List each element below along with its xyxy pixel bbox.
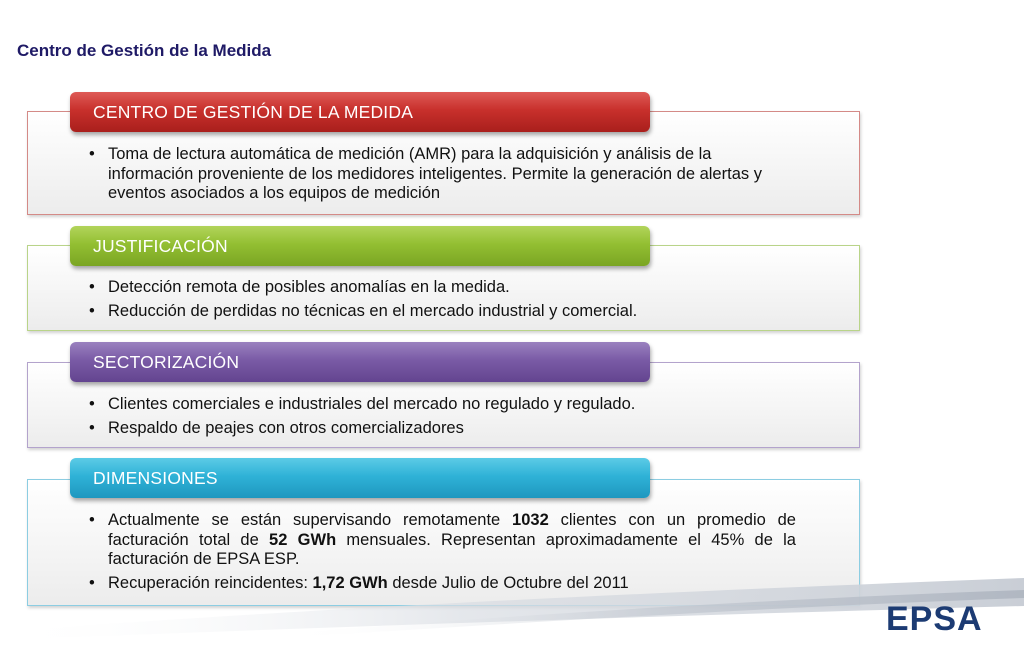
section-header-sectorizacion: SECTORIZACIÓN <box>70 342 650 382</box>
section-list-sectorizacion <box>89 395 796 442</box>
bullet-text: Reducción de perdidas no técnicas en el mercado industrial y comercial. <box>108 301 638 320</box>
list-item <box>89 511 796 570</box>
bullet-icon: • <box>89 573 95 592</box>
bullet-icon: • <box>89 418 95 437</box>
bullet-text: Actualmente se están supervisando remotamente <box>108 511 513 529</box>
bullet-icon: • <box>89 395 95 413</box>
epsa-logo: EPSA <box>886 600 983 638</box>
section-list-centro <box>89 145 796 208</box>
bullet-text: Respaldo de peajes con otros comercializadores <box>108 418 464 437</box>
bullet-text: desde Julio de Octubre del 2011 <box>387 573 629 592</box>
footer-swoosh-decoration <box>0 572 1024 648</box>
bullet-icon: • <box>89 511 95 529</box>
bullet-text: Recuperación reincidentes: <box>108 573 313 592</box>
client-count: 1032 <box>512 511 549 529</box>
list-item <box>89 278 796 298</box>
bullet-icon: • <box>89 301 95 320</box>
bullet-text: clientes con un promedio de facturación total de <box>108 511 796 549</box>
bullet-icon: • <box>89 145 95 163</box>
bullet-text: mensuales. Representan aproximadamente el 45% de la facturación de EPSA ESP. <box>108 530 796 568</box>
bullet-icon: • <box>89 278 95 296</box>
bullet-text: Detección remota de posibles anomalías en la medida. <box>108 278 510 296</box>
energy-total: 52 GWh <box>269 530 337 549</box>
list-item <box>89 302 796 322</box>
section-header-centro: CENTRO DE GESTIÓN DE LA MEDIDA <box>70 92 650 132</box>
slide-title: Centro de Gestión de la Medida <box>17 41 272 60</box>
section-header-justificacion: JUSTIFICACIÓN <box>70 226 650 266</box>
section-header-dimensiones: DIMENSIONES <box>70 458 650 498</box>
bullet-text: Clientes comerciales e industriales del mercado no regulado y regulado. <box>108 395 636 413</box>
list-item <box>89 419 796 439</box>
recovered-energy: 1,72 GWh <box>312 573 388 592</box>
section-list-justificacion <box>89 278 796 325</box>
list-item <box>89 145 796 204</box>
list-item <box>89 395 796 415</box>
bullet-text: Toma de lectura automática de medición (AMR) para la adquisición y análisis de la información proveniente de los medidores inteligentes. Permite la generación de alertas y eventos asociados a los equipos de medición <box>108 145 762 202</box>
